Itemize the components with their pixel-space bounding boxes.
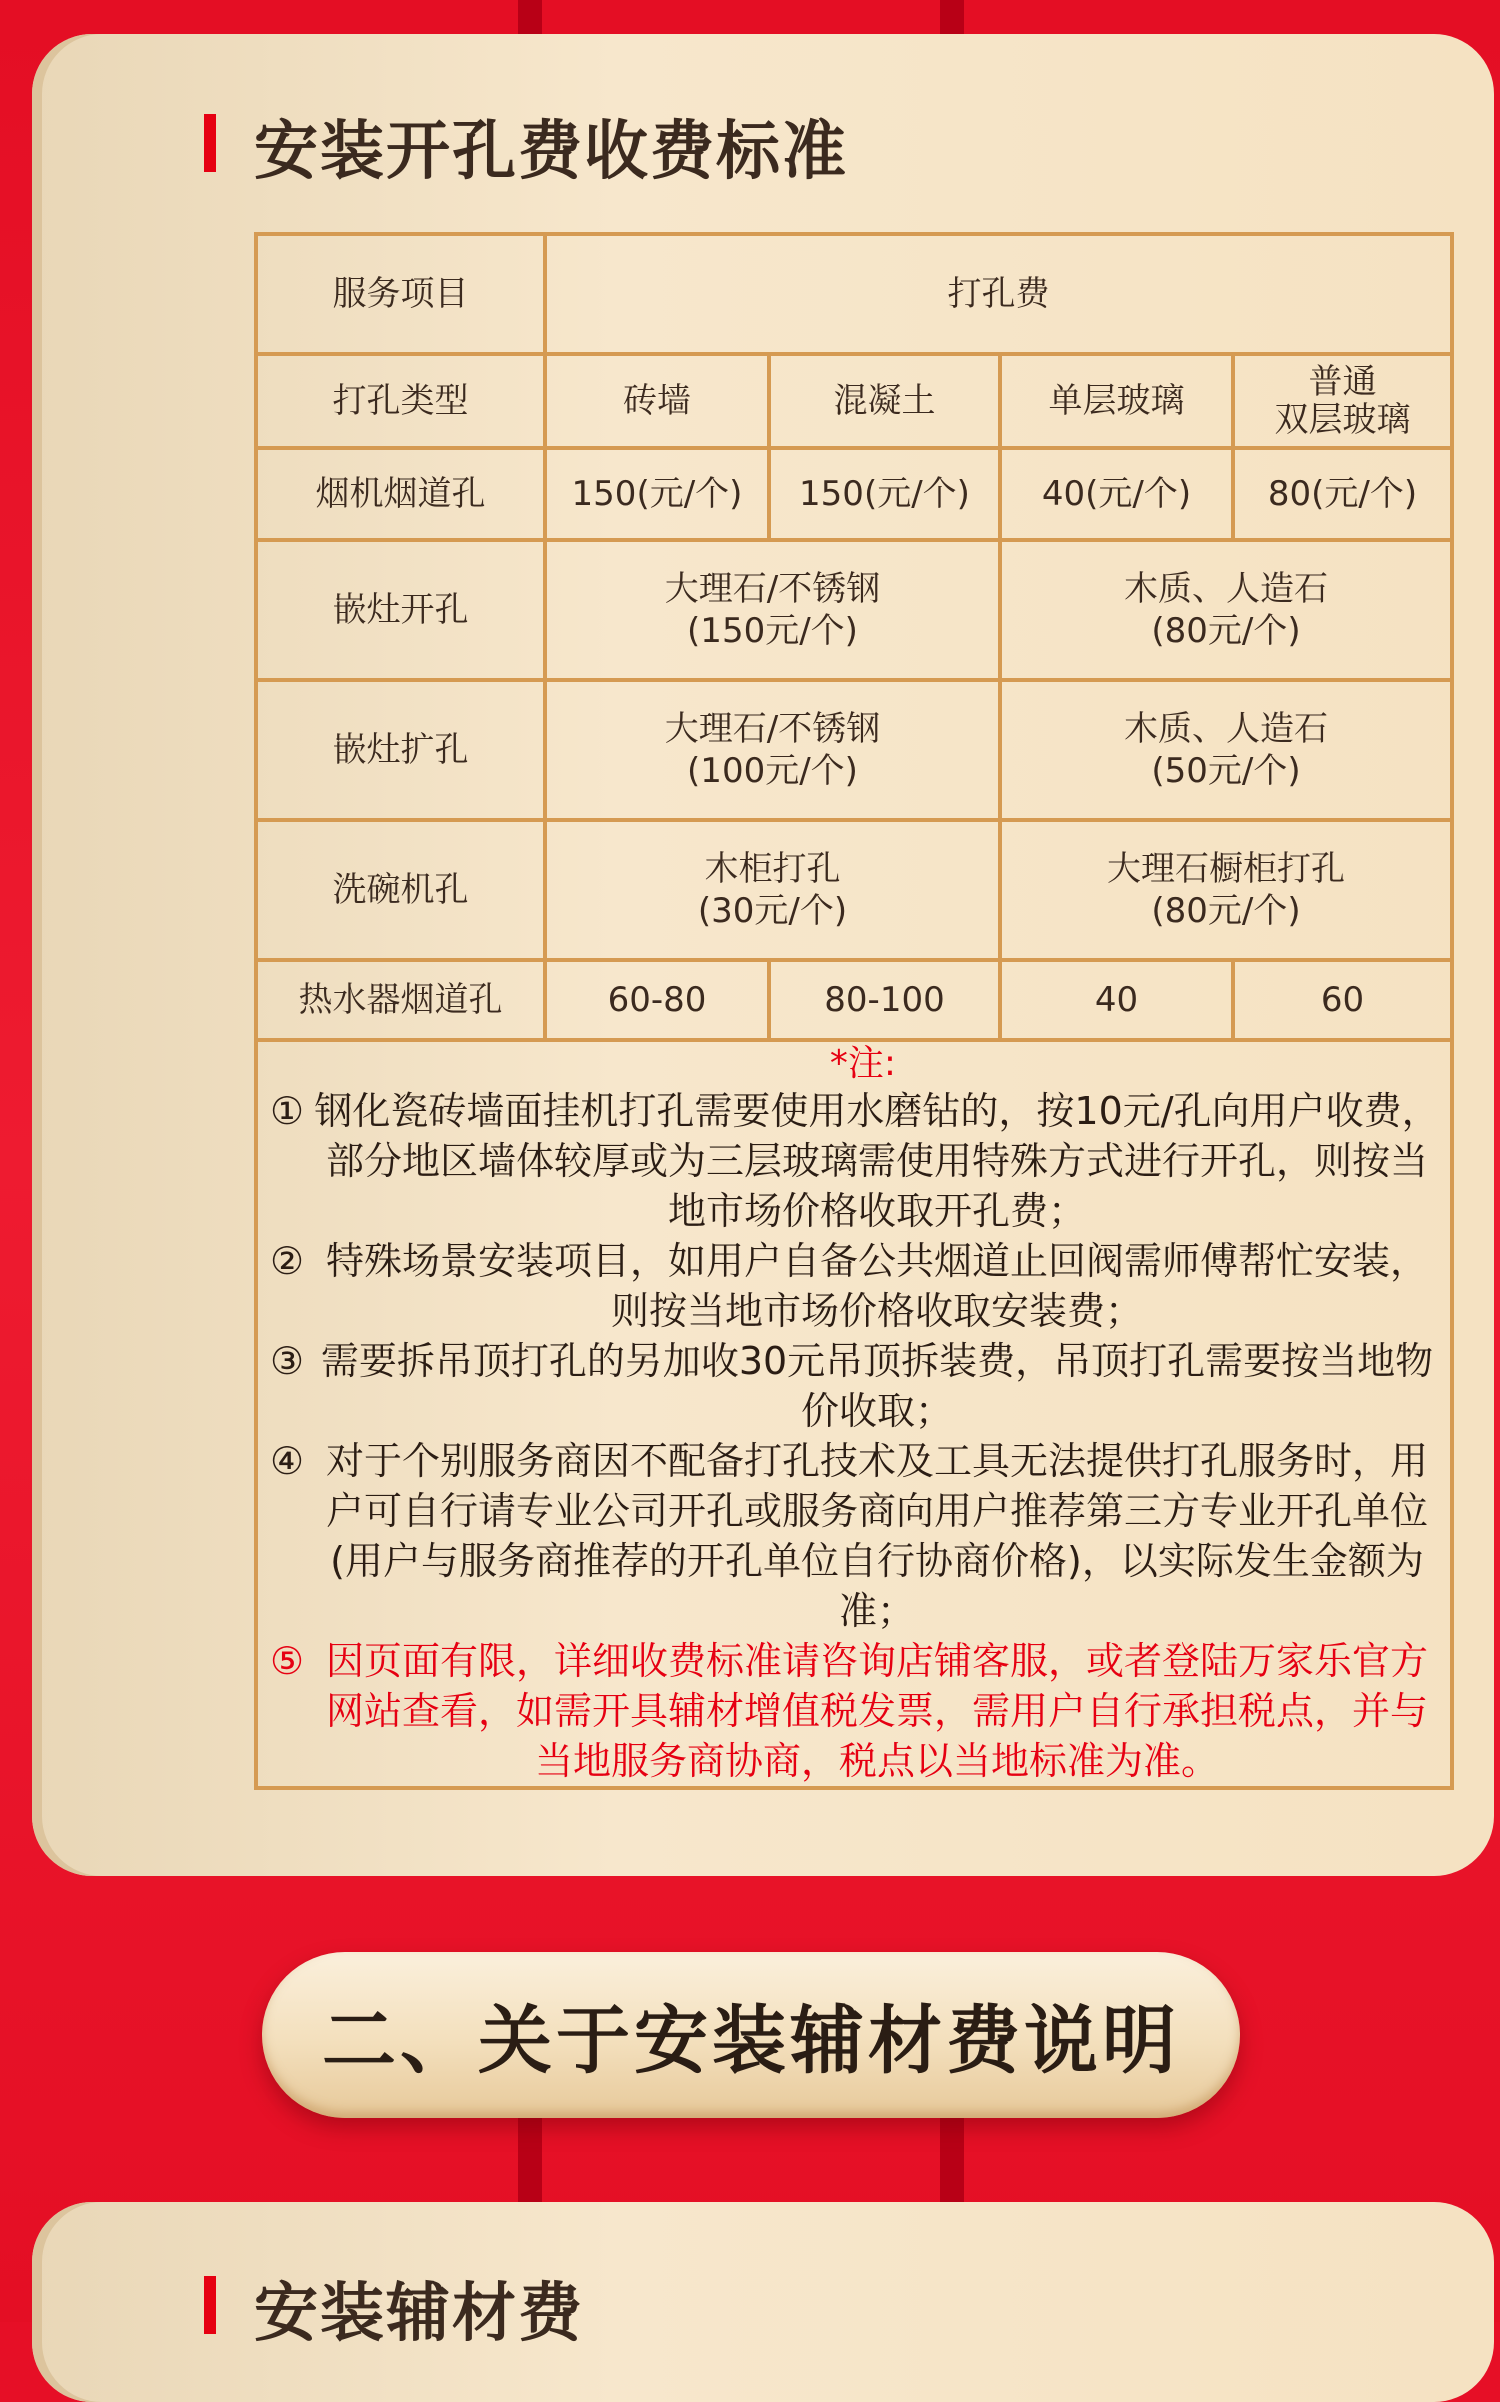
note-number: ①	[269, 1089, 305, 1133]
table-row	[256, 354, 1452, 448]
note-text: 需要拆吊顶打孔的另加收30元吊顶拆装费，吊顶打孔需要按当地物价收取；	[320, 1339, 1434, 1433]
cell-line: (100元/个)	[687, 751, 858, 791]
table-row	[256, 448, 1452, 540]
note-text: 钢化瓷砖墙面挂机打孔需要使用水磨钻的，按10元/孔向用户收费，部分地区墙体较厚或为三层玻璃需使用特殊方式进行开孔，则按当地市场价格收取开孔费；	[314, 1089, 1440, 1233]
note-item	[264, 1436, 1444, 1636]
cell-value	[545, 680, 1000, 820]
section-banner: 二、关于安装辅材费说明	[262, 1952, 1240, 2118]
cell-value: 60	[1233, 960, 1452, 1040]
cell-line: (150元/个)	[687, 611, 858, 651]
cell-line: 木质、人造石	[1124, 709, 1328, 749]
cell-line: 大理石/不锈钢	[664, 569, 881, 609]
cell-line: 普通	[1308, 362, 1377, 402]
cell-single-glass: 单层玻璃	[1000, 354, 1233, 448]
note-number: ③	[269, 1339, 305, 1383]
row-label: 烟机烟道孔	[256, 448, 545, 540]
row-label: 热水器烟道孔	[256, 960, 545, 1040]
decor-strip	[518, 0, 542, 34]
cell-value	[1000, 540, 1452, 680]
table-row	[256, 540, 1452, 680]
cell-value: 40	[1000, 960, 1233, 1040]
cell-value: 80-100	[769, 960, 1000, 1040]
cell-value	[1000, 820, 1452, 960]
note-item	[264, 1086, 1444, 1236]
notes-heading: *注:	[829, 1043, 897, 1084]
cell-value	[1000, 680, 1452, 820]
cell-double-glass	[1233, 354, 1452, 448]
decor-strip	[940, 0, 964, 34]
cell-concrete: 混凝土	[769, 354, 1000, 448]
table-row	[256, 1040, 1452, 1788]
row-label: 嵌灶开孔	[256, 540, 545, 680]
cell-line: 大理石/不锈钢	[664, 709, 881, 749]
cell-line: (80元/个)	[1151, 611, 1301, 651]
section-title: 安装开孔费收费标准	[254, 100, 848, 192]
cell-value	[545, 820, 1000, 960]
drilling-fee-table	[254, 232, 1454, 1790]
cell-line: 木柜打孔	[704, 849, 841, 889]
cell-line: 双层玻璃	[1274, 400, 1411, 440]
note-number: ⑤	[269, 1639, 305, 1683]
row-label: 嵌灶扩孔	[256, 680, 545, 820]
notes-cell	[256, 1040, 1452, 1788]
note-number: ②	[269, 1239, 305, 1283]
cell-line: (80元/个)	[1151, 891, 1301, 931]
cell-line: (50元/个)	[1151, 751, 1301, 791]
cell-value: 150(元/个)	[769, 448, 1000, 540]
note-item	[264, 1336, 1444, 1436]
note-text: 特殊场景安装项目，如用户自备公共烟道止回阀需师傅帮忙安装，则按当地市场价格收取安装费；	[325, 1239, 1428, 1333]
header-service: 服务项目	[256, 234, 545, 354]
cell-value: 80(元/个)	[1233, 448, 1452, 540]
cell-value	[545, 540, 1000, 680]
cell-brick: 砖墙	[545, 354, 769, 448]
section-title: 安装辅材费	[254, 2262, 584, 2354]
note-item	[264, 1636, 1444, 1786]
note-number: ④	[269, 1439, 305, 1483]
cell-line: 木质、人造石	[1124, 569, 1328, 609]
row-label: 洗碗机孔	[256, 820, 545, 960]
cell-value: 150(元/个)	[545, 448, 769, 540]
cell-value: 60-80	[545, 960, 769, 1040]
note-text: 因页面有限，详细收费标准请咨询店铺客服，或者登陆万家乐官方网站查看，如需开具辅材增值税发票，需用户自行承担税点，并与当地服务商协商，税点以当地标准为准。	[325, 1639, 1428, 1783]
table-row	[256, 820, 1452, 960]
note-item	[264, 1236, 1444, 1336]
cell-line: 大理石橱柜打孔	[1107, 849, 1345, 889]
header-fee: 打孔费	[545, 234, 1452, 354]
cell-line: (30元/个)	[697, 891, 848, 931]
decor-strip	[940, 2118, 964, 2202]
decor-strip	[518, 2118, 542, 2202]
materials-card	[32, 2202, 1494, 2402]
note-text: 对于个别服务商因不配备打孔技术及工具无法提供打孔服务时，用户可自行请专业公司开孔或服务商向用户推荐第三方专业开孔单位(用户与服务商推荐的开孔单位自行协商价格)，以实际发生金额为准；	[325, 1439, 1428, 1633]
table-row	[256, 680, 1452, 820]
table-row	[256, 234, 1452, 354]
cell-value: 40(元/个)	[1000, 448, 1233, 540]
table-row	[256, 960, 1452, 1040]
row-label: 打孔类型	[256, 354, 545, 448]
